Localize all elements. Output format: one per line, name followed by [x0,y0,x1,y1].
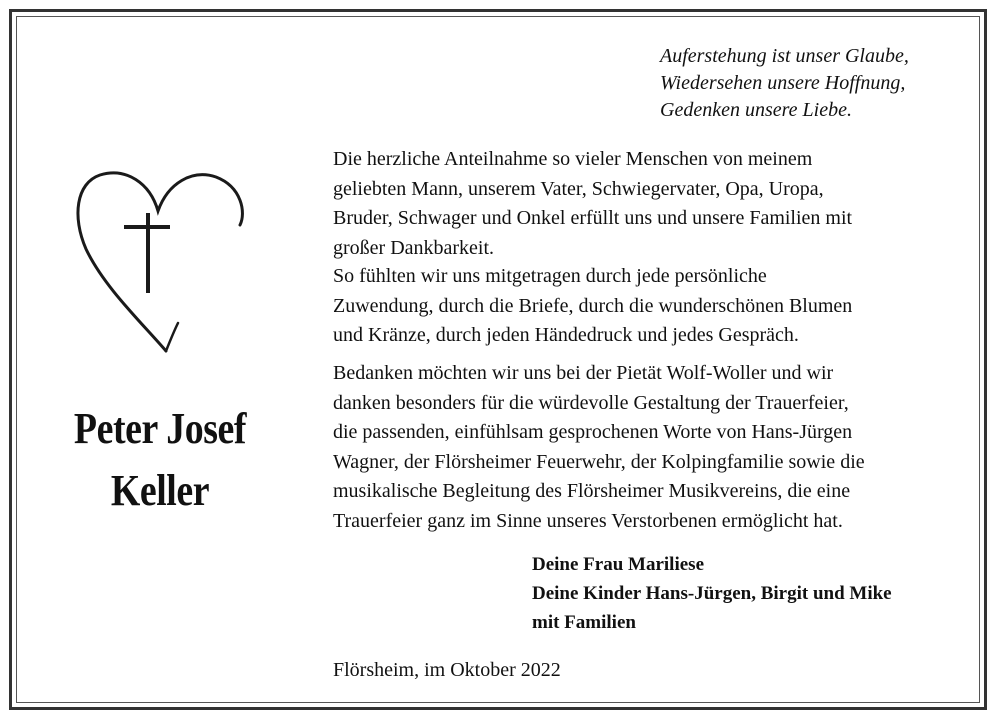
text-line: So fühlten wir uns mitgetragen durch jede persönliche [333,265,767,287]
text-line: danken besonders für die würdevolle Gestaltung der Trauerfeier, [333,391,849,414]
paragraph-thanks [333,145,973,263]
signers [532,550,972,637]
text-line: Wagner, der Flörsheimer Feuerwehr, der Kolpingfamilie sowie die [333,450,865,473]
heart-tail [166,323,178,351]
text-line: Trauerfeier ganz im Sinne unseres Verstorbenen ermöglicht hat. [333,509,843,532]
deceased-name-line: Keller [110,466,210,515]
heart-outline [78,173,242,351]
heart-with-cross-icon [70,165,250,370]
text-line: geliebten Mann, unserem Vater, Schwiegervater, Opa, Uropa, [333,177,824,200]
signer-line: mit Familien [532,612,636,633]
motto-line: Wiedersehen unsere Hoffnung, [660,72,906,94]
text-line: Bruder, Schwager und Onkel erfüllt uns und unsere Familien mit [333,207,853,229]
deceased-name-line: Peter Josef [73,404,247,453]
text-line: Zuwendung, durch die Briefe, durch die wunderschönen Blumen [333,294,853,317]
place-date: Flörsheim, im Oktober 2022 [333,659,561,681]
motto-line: Auferstehung ist unser Glaube, [660,45,909,67]
text-line: Die herzliche Anteilnahme so vieler Menschen von meinem [333,148,813,170]
deceased-name [40,398,281,522]
signer-line: Deine Kinder Hans-Jürgen, Birgit und Mike [532,583,892,604]
paragraph-support [333,262,973,351]
motto-line: Gedenken unsere Liebe. [660,99,852,121]
text-line: großer Dankbarkeit. [333,236,495,259]
text-line: die passenden, einfühlsam gesprochenen Worte von Hans-Jürgen [333,421,853,443]
text-line: und Kränze, durch jeden Händedruck und jedes Gespräch. [333,324,799,346]
motto [660,43,980,124]
text-line: Bedanken möchten wir uns bei der Pietät Wolf-Woller und wir [333,362,834,384]
text-line: musikalische Begleitung des Flörsheimer Musikvereins, die eine [333,480,851,502]
paragraph-acknowledgements [333,359,973,536]
signer-line: Deine Frau Mariliese [532,554,705,575]
